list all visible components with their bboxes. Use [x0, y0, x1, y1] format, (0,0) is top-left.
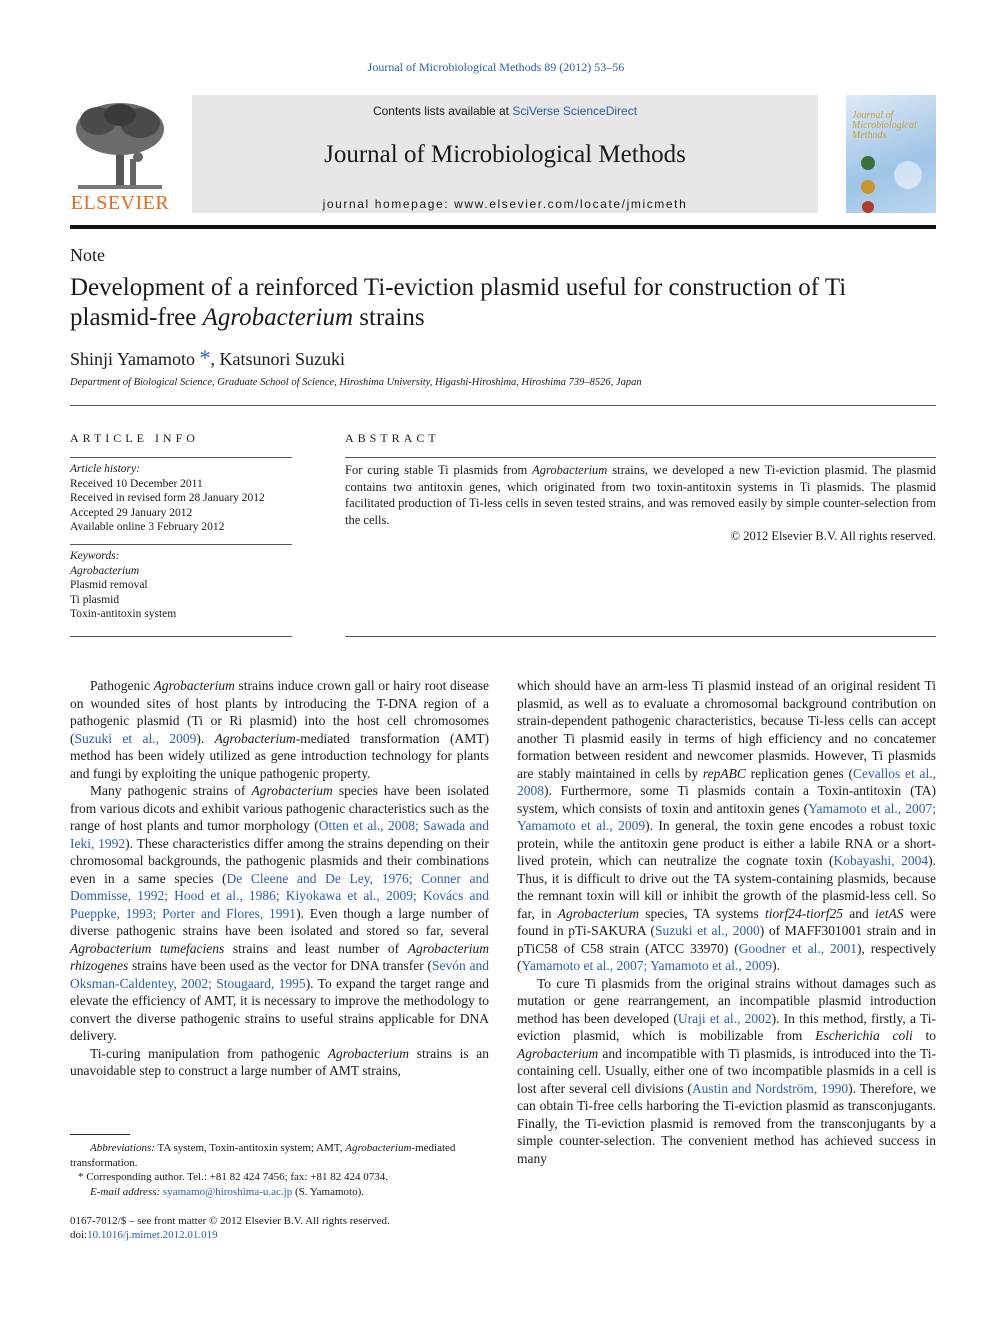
- sciencedirect-link[interactable]: SciVerse ScienceDirect: [512, 104, 638, 118]
- email-post: (S. Yamamoto).: [292, 1185, 365, 1198]
- email-label: E-mail address:: [90, 1185, 161, 1198]
- info-rule-1: [70, 457, 292, 458]
- history-online: Available online 3 February 2012: [70, 521, 225, 533]
- abstract-heading: ABSTRACT: [345, 431, 440, 445]
- front-matter: [70, 1214, 489, 1242]
- body-column-right: [517, 677, 936, 1167]
- info-rule-3: [70, 636, 292, 637]
- title-line-1: Development of a reinforced Ti-eviction plasmid useful for construction of Ti: [70, 274, 847, 301]
- cover-title: Journal of Microbiological Methods: [852, 110, 917, 141]
- paragraph: Ti-curing manipulation from pathogenic Agrobacterium strains is an unavoidable step to construct a large number of AMT strains,: [70, 1045, 489, 1078]
- author-suzuki: , Katsunori Suzuki: [210, 349, 346, 369]
- history-received: Received 10 December 2011: [70, 477, 203, 490]
- paragraph: Pathogenic Agrobacterium strains induce crown gall or hairy root disease on wounded sites of host plants by introducing the T-DNA region of a pathogenic plasmid (Ti or Ri plasmid) into the host cell chromosomes (Suzuki et al., 2009). Agrobacterium-mediated transformation (AMT) method has been widely utilized as gene introduction technology for plants and fungi by exploiting the unique pathogenic property.: [70, 678, 489, 781]
- paragraph: which should have an arm-less Ti plasmid instead of an original resident Ti plasmid, as well as to evaluate a chromosomal background contribution on strain-dependent pathogenic characteristics, because Ti-less cells can accept another Ti plasmid easily in terms of high efficiency and no concatemer formation between resident and newcomer plasmids. However, Ti plasmids are stably maintained in cells by repABC replication genes (Cevallos et al., 2008). Furthermore, some Ti plasmids contain a Toxin-antitoxin (TA) system, which consists of toxin and antitoxin genes (Yamamoto et al., 2007; Yamamoto et al., 2009). In general, the toxin gene encodes a robust toxic protein, while the antitoxin gene product is either a labile RNA or a short-lived protein, which can neutralize the cognate toxin (Kobayashi, 2004). Thus, it is difficult to drive out the TA system-containing plasmids, because the remnant toxin will kill or inhibit the growth of the plasmid-less cell. So far, in Agrobacterium species, TA systems tiorf24-tiorf25 and ietAS were found in pTi-SAKURA (Suzuki et al., 2000) of MAFF301001 strain and in pTiC58 of C58 strain (ATCC 33970) (Goodner et al., 2001), respectively (Yamamoto et al., 2007; Yamamoto et al., 2009).: [517, 678, 937, 973]
- footnote-abbrev: Abbreviations: TA system, Toxin-antitoxin system; AMT, Agrobacterium-mediated transformation.: [70, 1142, 456, 1169]
- keyword: Toxin-antitoxin system: [70, 608, 177, 620]
- footnote-email: [70, 1185, 489, 1200]
- abbrev-label: Abbreviations:: [90, 1142, 155, 1154]
- history-revised: Received in revised form 28 January 2012: [70, 492, 265, 504]
- contents-line: [192, 104, 818, 118]
- divider-top: [70, 405, 936, 406]
- affiliation: Department of Biological Science, Graduate School of Science, Hiroshima University, Higashi-Hiroshima, Hiroshima 739–8526, Japan: [70, 377, 642, 388]
- copyright: © 2012 Elsevier B.V. All rights reserved.: [730, 529, 936, 543]
- title-line-2-post: strains: [353, 304, 425, 331]
- title-line-2-italic: Agrobacterium: [202, 304, 354, 331]
- history-label: Article history:: [70, 463, 140, 475]
- keyword: Plasmid removal: [70, 579, 148, 591]
- journal-cover-image: [846, 95, 936, 213]
- footnote-corresponding: * Corresponding author. Tel.: +81 82 424 7456; fax: +81 82 424 0734.: [78, 1171, 388, 1183]
- title-line-2-pre: plasmid-free: [70, 304, 203, 331]
- author-yamamoto: Shinji Yamamoto: [70, 349, 196, 369]
- abstract-text: For curing stable Ti plasmids from Agrobacterium strains, we developed a new Ti-eviction plasmid. The plasmid contains two antitoxin genes, which originated from two toxin-antitoxin systems in Ti plasmids. The plasmid facilitated production of Ti-less cells in seven tested strains, and was removed easily by simple counter-selection from the cells. © 2012 Elsevier B.V. All rights reserved.: [345, 463, 936, 543]
- history-accepted: Accepted 29 January 2012: [70, 506, 193, 519]
- keywords-label: Keywords:: [70, 550, 120, 562]
- keyword: Ti plasmid: [70, 593, 120, 606]
- doi-label: doi:: [70, 1229, 88, 1241]
- journal-reference[interactable]: Journal of Microbiological Methods 89 (2012) 53–56: [367, 60, 625, 74]
- article-info-heading: ARTICLE INFO: [70, 431, 199, 445]
- title-line-2: [70, 303, 936, 333]
- journal-banner: [192, 95, 818, 213]
- article-history: [70, 462, 292, 535]
- email-link[interactable]: syamamo@hiroshima-u.ac.jp: [162, 1185, 293, 1198]
- footnote-rule: [70, 1134, 130, 1135]
- elsevier-wordmark: ELSEVIER: [70, 192, 170, 214]
- abstract-rule: [345, 457, 936, 458]
- header-rule: [70, 225, 936, 229]
- author-list: [70, 345, 345, 371]
- keyword: Agrobacterium: [70, 564, 140, 577]
- corresponding-author-mark[interactable]: *: [199, 345, 211, 370]
- keywords: [70, 549, 292, 622]
- paragraph: To cure Ti plasmids from the original strains without damages such as mutation or gene rearrangement, an incompatible plasmid introduction method has been developed (Uraji et al., 2002). In this method, firstly, a Ti-eviction plasmid, which is mobilizable from Escherichia coli to Agrobacterium and incompatible with Ti plasmids, is introduced into the Ti-containing cell. Usually, either one of two incompatible plasmids in a cell is lost after several cell divisions (Austin and Nordström, 1990). Therefore, we can obtain Ti-free cells harboring the Ti-eviction plasmid as transconjugants. Finally, the Ti-eviction plasmid is removed from the transconjugants by a simple counter-selection. The convenient method has achieved success in many: [517, 975, 937, 1166]
- info-rule-2: [70, 544, 292, 545]
- footnotes: [70, 1141, 489, 1199]
- article-title: [70, 273, 936, 333]
- doi-link[interactable]: 10.1016/j.mimet.2012.01.019: [87, 1229, 218, 1241]
- journal-title: Journal of Microbiological Methods: [324, 141, 686, 168]
- paragraph: Many pathogenic strains of Agrobacterium species have been isolated from various dicots and exhibit various pathogenic characteristics such as the range of host plants and tumor morphology (Otten et al., 2008; Sawada and Ieki, 1992). These characteristics differ among the strains depending on their chromosomal backgrounds, the pathogenic plasmids and their combinations even in a same species (De Cleene and De Ley, 1976; Conner and Dommisse, 1992; Hood et al., 1986; Kiyokawa et al., 2009; Kovács and Pueppke, 1993; Porter and Flores, 1991). Even though a large number of diverse pathogenic strains have been isolated and stored so far, several Agrobacterium tumefaciens strains and least number of Agrobacterium rhizogenes strains have been used as the vector for DNA transfer (Sevón and Oksman-Caldentey, 2002; Stougaard, 1995). To expand the target range and elevate the efficiency of AMT, it is necessary to improve the methodology to convert the diverse pathogenic strains to useful strains applicable for DNA delivery.: [70, 783, 490, 1043]
- abstract-rule-bottom: [345, 636, 936, 637]
- journal-homepage[interactable]: journal homepage: www.elsevier.com/locate/jmicmeth: [322, 197, 688, 211]
- contents-prefix: Contents lists available at: [372, 104, 513, 118]
- body-column-left: [70, 677, 489, 1080]
- article-type: Note: [70, 245, 105, 265]
- doi-line: [70, 1228, 489, 1242]
- issn-line: 0167-7012/$ – see front matter © 2012 Elsevier B.V. All rights reserved.: [70, 1215, 390, 1227]
